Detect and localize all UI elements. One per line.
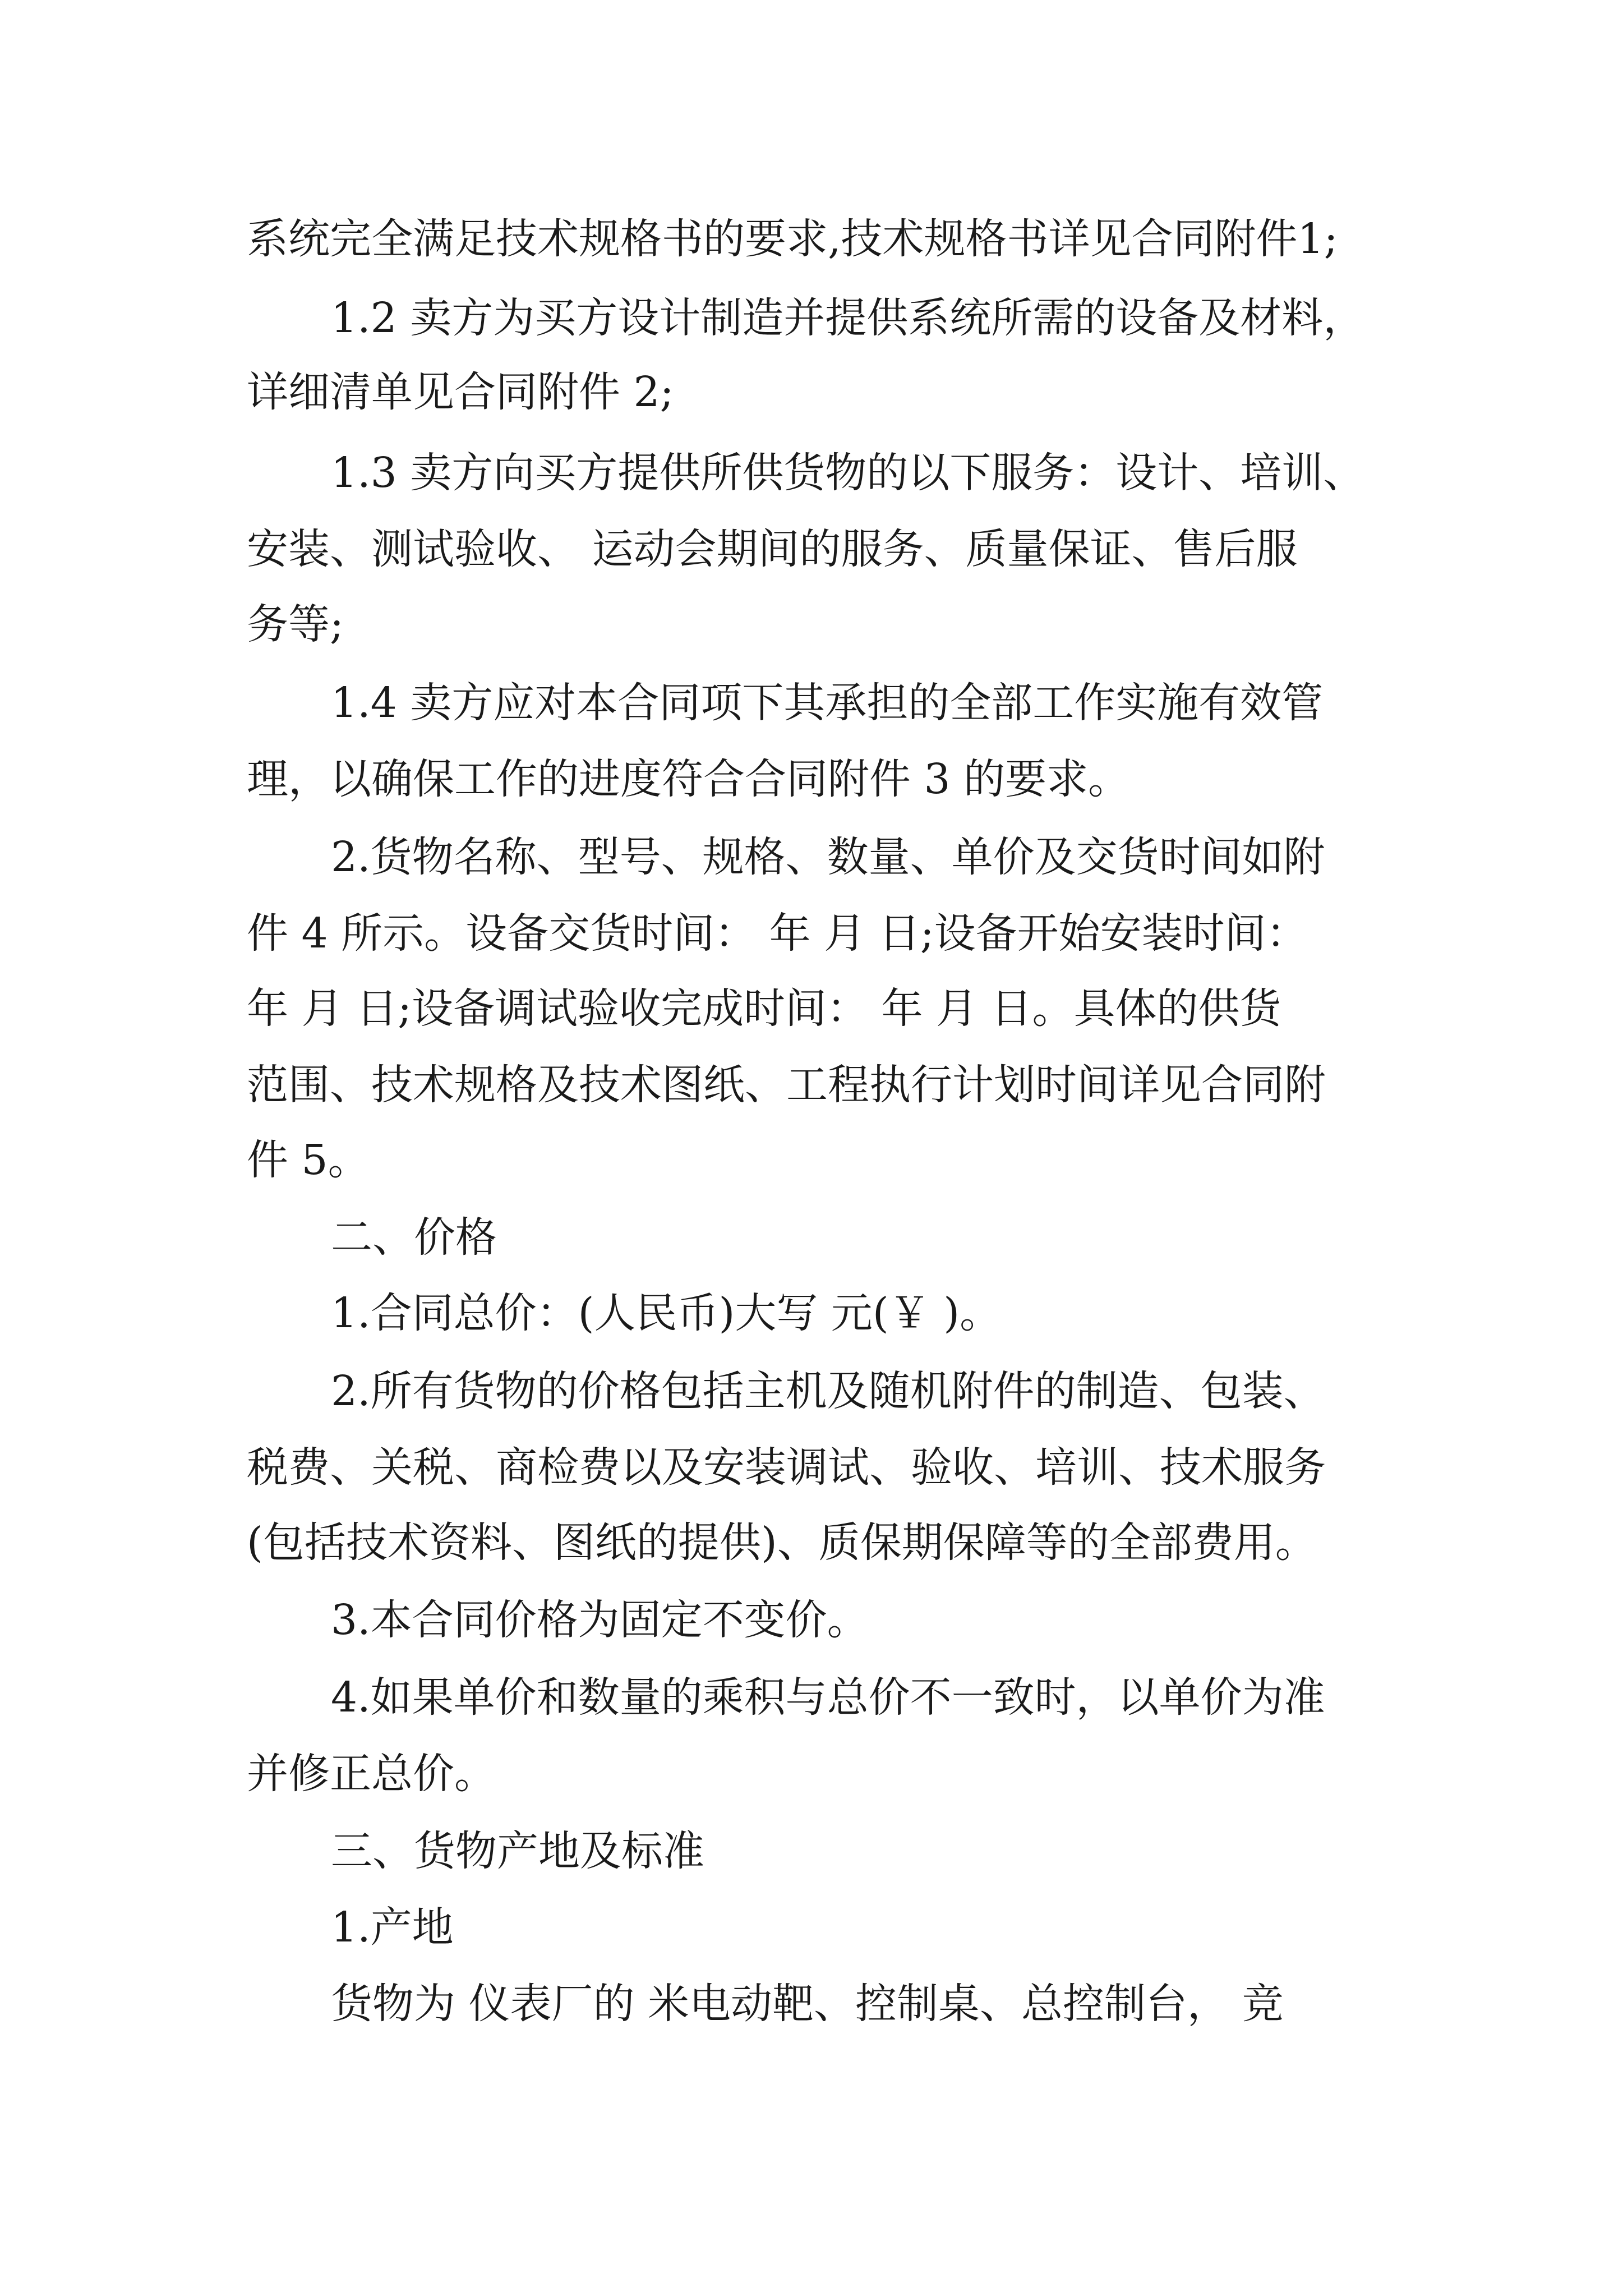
text-line: 2.所有货物的价格包括主机及随机附件的制造、包装、: [331, 1367, 1325, 1415]
text-line: 并修正总价。: [247, 1750, 496, 1798]
text-line: 系统完全满足技术规格书的要求,技术规格书详见合同附件1;: [247, 215, 1338, 263]
text-line: 务等;: [247, 600, 344, 648]
text-line: 范围、技术规格及技术图纸、工程执行计划时间详见合同附: [247, 1061, 1326, 1109]
text-line: 1.2 卖方为买方设计制造并提供系统所需的设备及材料，: [331, 294, 1365, 342]
section-heading: 二、价格: [331, 1213, 497, 1262]
text-line: 安装、测试验收、 运动会期间的服务、质量保证、售后服: [247, 525, 1298, 573]
text-line: 2.货物名称、型号、规格、数量、单价及交货时间如附: [331, 833, 1325, 881]
text-line: 1.产地: [331, 1903, 454, 1952]
text-line: 4.如果单价和数量的乘积与总价不一致时，以单价为准: [331, 1673, 1325, 1722]
text-line: 3.本合同价格为固定不变价。: [331, 1596, 869, 1644]
text-line: 详细清单见合同附件 2;: [247, 368, 674, 416]
text-line: 税费、关税、商检费以及安装调试、验收、培训、技术服务: [247, 1443, 1326, 1492]
text-line: 件 5。: [247, 1136, 370, 1184]
text-line: 1.合同总价：(人民币)大写 元(￥ )。: [331, 1289, 1002, 1337]
text-line: 年 月 日;设备调试验收完成时间： 年 月 日。具体的供货: [247, 984, 1281, 1033]
text-line: 1.4 卖方应对本合同项下其承担的全部工作实施有效管: [331, 679, 1324, 727]
text-line: 1.3 卖方向买方提供所供货物的以下服务：设计、培训、: [331, 449, 1365, 497]
text-line: 理，以确保工作的进度符合合同附件 3 的要求。: [247, 755, 1130, 803]
text-line: 件 4 所示。设备交货时间： 年 月 日;设备开始安装时间：: [247, 909, 1308, 958]
text-line: (包括技术资料、图纸的提供)、质保期保障等的全部费用。: [247, 1519, 1317, 1567]
section-heading: 三、货物产地及标准: [331, 1827, 704, 1875]
text-line: 货物为 仪表厂的 米电动靶、控制桌、总控制台， 竞: [331, 1980, 1284, 2028]
